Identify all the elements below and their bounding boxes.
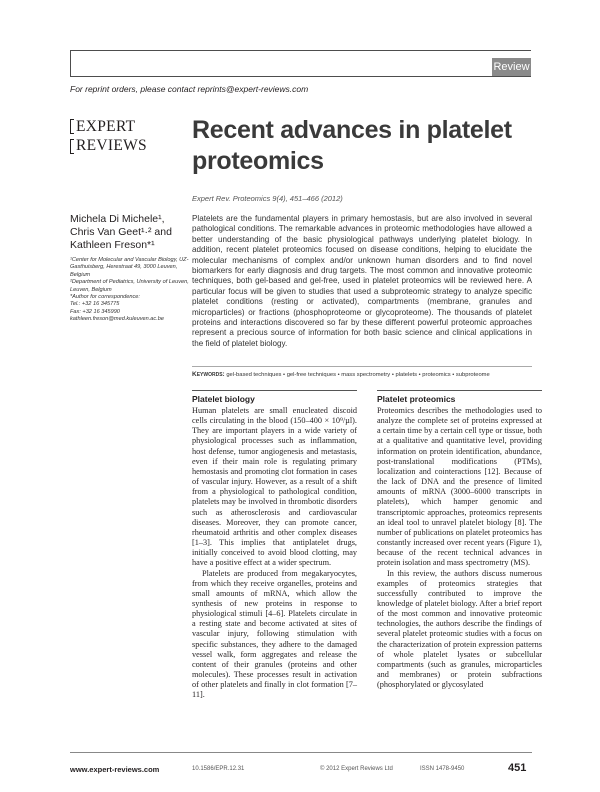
- article-citation: Expert Rev. Proteomics 9(4), 451–466 (2012): [192, 194, 343, 203]
- keywords: [192, 366, 532, 378]
- reprint-notice: For reprint orders, please contact reprints@expert-reviews.com: [70, 84, 309, 94]
- footer-copyright: © 2012 Expert Reviews Ltd: [320, 766, 393, 772]
- column-right: [377, 390, 542, 690]
- paragraph: In this review, the authors discuss numerous examples of proteomics strategies that successfully contributed to improve the knowledge of platelet biology. After a brief report of the most common and innovative proteomic technologies, the authors describe the findings of several platelet proteomic studies with a focus on the characterization of protein expression patterns of whole platelet lysates or subcellular compartments (such as granules, microparticles and membranes) or protein subfractions (phosphorylated or glycosylated: [377, 568, 542, 690]
- affiliations: [70, 257, 190, 324]
- section-heading-platelet-proteomics: Platelet proteomics: [377, 390, 542, 405]
- abstract: Platelets are the fundamental players in primary hemostasis, but are also involved in several pathological conditions. The remarkable advances in proteomic methodologies have allowed a better understanding of the basic physiological pathways underlying platelet biology. In addition, recent platelet proteomics focused on disease conditions, helping to elucidate the molecular mechanisms of complex and/or unknown human disorders and to find novel biomarkers for early diagnosis and drug targets. The most common and innovative proteomic techniques, both gel-based and gel-free, used in platelet proteomics will be reviewed here. A particular focus will be given to studies that used a subproteomic strategy to analyze specific platelet conditions (resting or activated), compartments (membrane, granules and microparticles) or fractions (phosphoproteome or glycoproteome). The thousands of platelet proteins and interactions discovered so far by these different powerful proteomic approaches represent a precious source of information for both basic science and clinical applications in the field of platelet biology.: [192, 214, 532, 348]
- logo-line-2: REVIEWS: [76, 137, 147, 154]
- footer-issn: ISSN 1478-9450: [420, 766, 465, 772]
- logo-line-1: EXPERT: [76, 118, 136, 135]
- email-link[interactable]: kathleen.freson@med.kuleuven.ac.be: [70, 316, 164, 323]
- correspondence-label: *Author for correspondence:: [70, 294, 140, 301]
- logo-bracket-top: [70, 119, 74, 134]
- section-heading-platelet-biology: Platelet biology: [192, 390, 357, 405]
- keywords-text: gel-based techniques • gel-free techniques • mass spectrometry • platelets • proteomics • subproteome: [226, 372, 490, 378]
- header-frame: [70, 50, 531, 77]
- paragraph: Human platelets are small enucleated discoid cells circulating in the blood (150–400 × 10⁹/µl). They are important players in a wide variety of physiological processes such as inflammation, host defense, tumor angiogenesis and metastasis, even if their main role is regulating primary hemostasis and promoting clot formation in cases of vascular injury. However, as a result of a shift from a physiological to pathological condition, platelets may be involved in thrombotic disorders such as atherosclerosis and cardiovascular diseases. Moreover, they can promote cancer, rheumatoid arthritis and other complex diseases [1–3]. This implies that antiplatelet drugs, initially conceived to avoid blood clotting, may have a positive effect at a wider spectrum.: [192, 406, 357, 568]
- author-list: Michela Di Michele¹, Chris Van Geet¹·² and Kathleen Freson*¹: [70, 213, 172, 251]
- journal-logo: [76, 117, 166, 155]
- column-left: [192, 390, 357, 701]
- telephone: Tel.: +32 16 345775: [70, 301, 120, 308]
- logo-bracket-bottom: [70, 139, 74, 154]
- paragraph: Proteomics describes the methodologies used to analyze the complete set of proteins expressed at a certain time by a certain cell type or tissue, both at a qualitative and quantitative level, providing information on protein identification, abundance, post-translational modifications (PTMs), localization and cointeractions [12]. Because of the lack of DNA and the presence of limited amounts of mRNA (3000–6000 transcripts in platelets), which hamper genomic and transcriptomic approaches, proteomics represents an ideal tool to unravel platelet biology [8]. The number of publications on platelet proteomics has constantly increased over recent years (Figure 1), because of the recent technical advances in protein isolation and mass spectrometry (MS).: [377, 406, 542, 568]
- keywords-label: Keywords:: [192, 371, 225, 378]
- affiliation-1: ¹Center for Molecular and Vascular Biology, UZ-Gasthuisberg, Herestraat 49, 3000 Leuven, Belgium: [70, 257, 189, 278]
- paragraph: Platelets are produced from megakaryocytes, from which they receive organelles, proteins and small amounts of mRNA, which allow the synthesis of new proteins in response to physiological stimuli [4–6]. Platelets circulate in a resting state and become activated at sites of vascular injury, following stimulation with specific substances, they adhere to the damaged vessel walk, form aggregates and release the content of their granules (proteins and other molecules). These processes result in activation of other platelets and finally in clot formation [7–11].: [192, 568, 357, 700]
- footer-doi: 10.1586/EPR.12.31: [192, 766, 245, 772]
- affiliation-2: ²Department of Pediatrics, University of Leuven, Leuven, Belgium: [70, 279, 189, 293]
- page-number: 451: [508, 762, 527, 774]
- footer-url[interactable]: www.expert-reviews.com: [70, 765, 160, 774]
- article-title: Recent advances in platelet proteomics: [192, 116, 512, 175]
- review-tab: Review: [492, 58, 531, 76]
- fax: Fax: +32 16 345990: [70, 308, 120, 315]
- footer-divider: [70, 752, 532, 753]
